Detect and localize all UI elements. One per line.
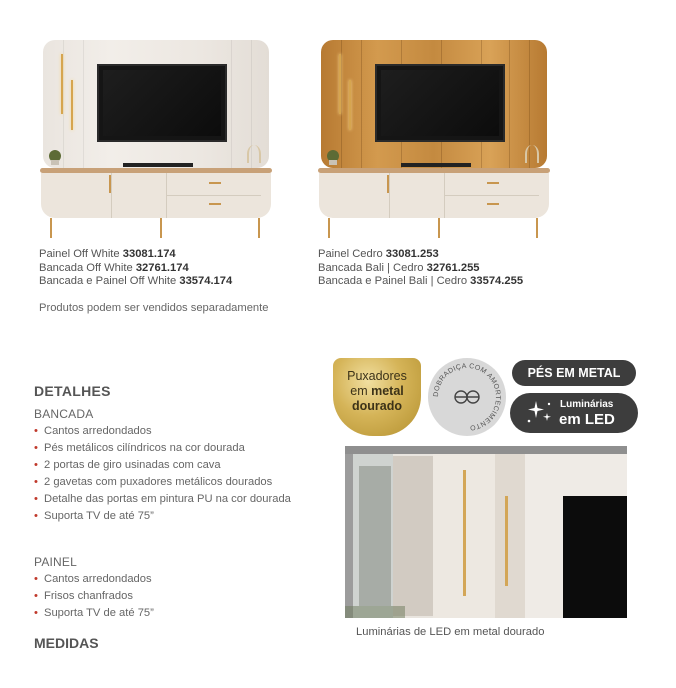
list-item: • Frisos chanfrados (34, 588, 324, 605)
caption-line: Painel Cedro 33081.253 (318, 248, 439, 260)
sparkle-icon (524, 399, 554, 427)
sale-note: Produtos podem ser vendidos separadamente (39, 302, 269, 314)
product-image-off-white (40, 40, 272, 240)
details-heading: DETALHES (34, 383, 111, 399)
painel-title: PAINEL (34, 555, 77, 569)
caption-line: Bancada Bali | Cedro 32761.255 (318, 261, 480, 274)
caption-line: Painel Off White 33081.174 (39, 248, 176, 260)
photo-caption: Luminárias de LED em metal dourado (356, 626, 545, 638)
metal-feet-badge: PÉS EM METAL (512, 360, 636, 386)
product-caption-off-white (39, 248, 232, 289)
caption-line: Bancada e Painel Off White 33574.174 (39, 275, 233, 288)
tv-stand (319, 173, 549, 218)
next-heading-cut: MEDIDAS (34, 635, 99, 651)
tv-stand (41, 173, 271, 218)
soft-close-hinge-badge (428, 358, 506, 436)
bancada-list (34, 423, 324, 526)
led-detail-photo (345, 446, 627, 618)
list-item: • 2 portas de giro usinadas com cava (34, 457, 324, 474)
svg-text:DOBRADIÇA COM AMORTECIMENTO: DOBRADIÇA COM AMORTECIMENTO (432, 362, 502, 431)
tv-panel (43, 40, 269, 168)
caption-line: Bancada Off White 32761.174 (39, 261, 189, 274)
tv-screen (97, 64, 227, 142)
painel-list (34, 571, 324, 622)
hinge-icon (455, 391, 479, 403)
list-item: • Detalhe das portas em pintura PU na cor dourada (34, 491, 304, 508)
led-lights-badge: Luminárias em LED (510, 393, 638, 433)
list-item: • Pés metálicos cilíndricos na cor dourada (34, 440, 324, 457)
product-image-cedro (318, 40, 550, 240)
list-item: • Suporta TV de até 75” (34, 605, 324, 622)
list-item: • Cantos arredondados (34, 423, 324, 440)
caption-line: Bancada e Painel Bali | Cedro 33574.255 (318, 275, 524, 288)
list-item: • Suporta TV de até 75” (34, 508, 324, 525)
tv-panel (321, 40, 547, 168)
tv-screen (375, 64, 505, 142)
list-item: • Cantos arredondados (34, 571, 324, 588)
bancada-title: BANCADA (34, 407, 94, 421)
product-caption-cedro (318, 248, 523, 289)
gold-handles-badge: Puxadores em metal dourado (333, 358, 421, 436)
list-item: • 2 gavetas com puxadores metálicos dourados (34, 474, 324, 491)
